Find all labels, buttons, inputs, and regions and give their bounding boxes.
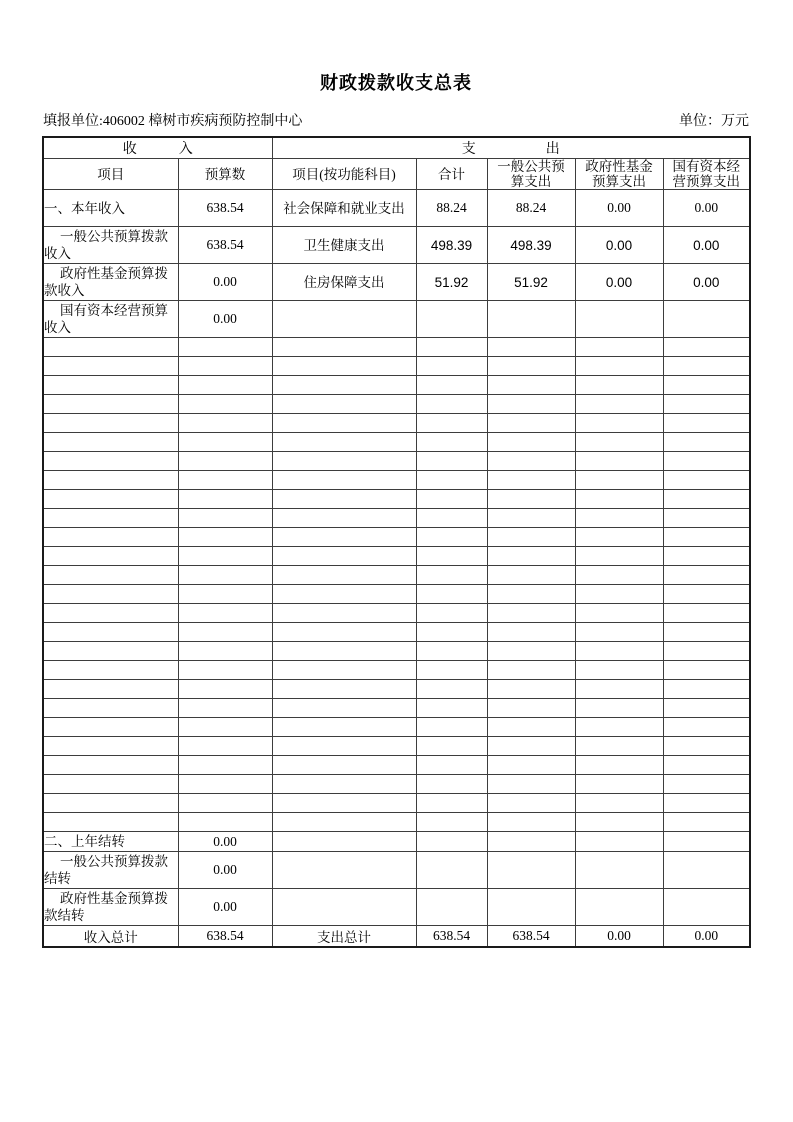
empty-cell (178, 395, 272, 414)
empty-cell (43, 414, 178, 433)
empty-cell (272, 852, 416, 889)
income-budget-cell: 638.54 (178, 190, 272, 227)
empty-cell (487, 376, 575, 395)
empty-cell (575, 813, 663, 832)
empty-row (43, 414, 750, 433)
empty-cell (575, 376, 663, 395)
empty-row (43, 452, 750, 471)
empty-row (43, 661, 750, 680)
empty-row (43, 338, 750, 357)
empty-cell (178, 566, 272, 585)
empty-cell (663, 794, 750, 813)
state-capital-cell (663, 301, 750, 338)
empty-cell (663, 338, 750, 357)
empty-cell (43, 338, 178, 357)
expense-total-cell: 51.92 (416, 264, 487, 301)
empty-cell (178, 414, 272, 433)
empty-cell (272, 547, 416, 566)
empty-cell (178, 547, 272, 566)
empty-cell (272, 737, 416, 756)
gov-fund-cell: 0.00 (575, 190, 663, 227)
empty-cell (43, 452, 178, 471)
empty-cell (487, 604, 575, 623)
empty-cell (416, 737, 487, 756)
empty-cell (575, 490, 663, 509)
col-header-state-capital: 国有资本经营预算支出 (663, 159, 750, 190)
empty-cell (487, 737, 575, 756)
empty-cell (272, 642, 416, 661)
empty-cell (487, 547, 575, 566)
empty-cell (575, 604, 663, 623)
expense-total-cell: 498.39 (416, 227, 487, 264)
gov-fund-total-value: 0.00 (575, 926, 663, 948)
empty-cell (178, 509, 272, 528)
empty-cell (416, 623, 487, 642)
empty-cell (575, 756, 663, 775)
empty-cell (663, 604, 750, 623)
document-content (42, 70, 750, 948)
empty-cell (575, 452, 663, 471)
empty-row (43, 642, 750, 661)
col-header-total: 合计 (416, 159, 487, 190)
empty-row (43, 471, 750, 490)
gov-fund-cell: 0.00 (575, 227, 663, 264)
income-item-cell: 国有资本经营预算收入 (43, 301, 178, 338)
meta-line (42, 112, 750, 131)
empty-cell (575, 642, 663, 661)
empty-cell (575, 852, 663, 889)
empty-cell (416, 509, 487, 528)
empty-cell (487, 718, 575, 737)
empty-cell (663, 661, 750, 680)
empty-cell (272, 452, 416, 471)
empty-cell (416, 756, 487, 775)
expense-item-cell (272, 301, 416, 338)
empty-cell (575, 547, 663, 566)
table-row (43, 264, 750, 301)
empty-cell (416, 338, 487, 357)
empty-cell (487, 357, 575, 376)
empty-cell (43, 357, 178, 376)
empty-cell (416, 566, 487, 585)
table-row (43, 190, 750, 227)
empty-cell (663, 585, 750, 604)
empty-cell (272, 699, 416, 718)
empty-cell (575, 395, 663, 414)
empty-cell (487, 794, 575, 813)
table-row (43, 227, 750, 264)
empty-cell (43, 642, 178, 661)
empty-cell (43, 395, 178, 414)
income-budget-cell: 0.00 (178, 852, 272, 889)
empty-cell (663, 490, 750, 509)
empty-cell (663, 471, 750, 490)
state-capital-cell: 0.00 (663, 227, 750, 264)
empty-cell (272, 395, 416, 414)
empty-cell (575, 680, 663, 699)
empty-cell (487, 414, 575, 433)
empty-cell (416, 813, 487, 832)
col-header-income-budget: 预算数 (178, 159, 272, 190)
empty-cell (416, 433, 487, 452)
page-title: 财政拨款收支总表 (320, 73, 472, 93)
empty-row (43, 604, 750, 623)
col-header-general-public: 一般公共预算支出 (487, 159, 575, 190)
income-budget-cell: 0.00 (178, 832, 272, 852)
empty-cell (178, 490, 272, 509)
empty-cell (663, 775, 750, 794)
empty-cell (663, 680, 750, 699)
empty-cell (487, 490, 575, 509)
empty-cell (43, 718, 178, 737)
empty-cell (487, 509, 575, 528)
empty-cell (416, 528, 487, 547)
empty-cell (178, 813, 272, 832)
col-header-expense-item: 项目(按功能科目) (272, 159, 416, 190)
empty-cell (487, 832, 575, 852)
empty-cell (272, 756, 416, 775)
empty-cell (272, 832, 416, 852)
income-total-value: 638.54 (178, 926, 272, 948)
empty-cell (272, 661, 416, 680)
income-item-cell: 政府性基金预算拨款收入 (43, 264, 178, 301)
empty-cell (43, 623, 178, 642)
empty-cell (43, 604, 178, 623)
empty-cell (43, 756, 178, 775)
carryover-row (43, 889, 750, 926)
empty-cell (575, 433, 663, 452)
empty-cell (43, 471, 178, 490)
empty-cell (43, 528, 178, 547)
empty-cell (416, 414, 487, 433)
empty-cell (43, 433, 178, 452)
total-row (43, 926, 750, 948)
empty-cell (487, 528, 575, 547)
empty-cell (43, 547, 178, 566)
income-item-cell: 二、上年结转 (43, 832, 178, 852)
general-public-cell: 88.24 (487, 190, 575, 227)
empty-cell (416, 376, 487, 395)
state-capital-cell: 0.00 (663, 190, 750, 227)
empty-row (43, 775, 750, 794)
empty-cell (575, 832, 663, 852)
empty-cell (575, 718, 663, 737)
empty-cell (487, 852, 575, 889)
empty-cell (272, 528, 416, 547)
empty-cell (178, 680, 272, 699)
empty-cell (575, 338, 663, 357)
empty-cell (663, 357, 750, 376)
empty-cell (663, 452, 750, 471)
empty-cell (663, 509, 750, 528)
empty-row (43, 699, 750, 718)
empty-cell (575, 661, 663, 680)
empty-cell (575, 585, 663, 604)
empty-cell (487, 775, 575, 794)
income-item-cell: 一般公共预算拨款收入 (43, 227, 178, 264)
empty-cell (663, 566, 750, 585)
empty-cell (43, 699, 178, 718)
expense-group-header: 支 出 (272, 137, 750, 159)
empty-row (43, 547, 750, 566)
empty-cell (272, 794, 416, 813)
empty-cell (178, 357, 272, 376)
empty-cell (487, 433, 575, 452)
empty-cell (178, 756, 272, 775)
empty-cell (272, 433, 416, 452)
empty-cell (487, 452, 575, 471)
empty-cell (575, 889, 663, 926)
empty-cell (43, 490, 178, 509)
empty-cell (416, 642, 487, 661)
empty-cell (272, 376, 416, 395)
empty-cell (575, 794, 663, 813)
state-capital-cell: 0.00 (663, 264, 750, 301)
empty-cell (416, 357, 487, 376)
empty-cell (487, 623, 575, 642)
empty-cell (487, 642, 575, 661)
empty-cell (575, 623, 663, 642)
group-header-row (43, 137, 750, 159)
empty-row (43, 357, 750, 376)
empty-cell (416, 775, 487, 794)
empty-cell (487, 889, 575, 926)
carryover-row (43, 852, 750, 889)
empty-row (43, 395, 750, 414)
empty-cell (43, 566, 178, 585)
empty-cell (43, 376, 178, 395)
empty-cell (178, 604, 272, 623)
empty-cell (416, 547, 487, 566)
empty-row (43, 756, 750, 775)
empty-row (43, 737, 750, 756)
empty-cell (663, 756, 750, 775)
empty-row (43, 376, 750, 395)
empty-cell (272, 889, 416, 926)
empty-cell (487, 661, 575, 680)
empty-cell (663, 528, 750, 547)
empty-cell (43, 585, 178, 604)
empty-cell (416, 794, 487, 813)
empty-cell (272, 471, 416, 490)
empty-cell (663, 642, 750, 661)
empty-cell (575, 471, 663, 490)
empty-cell (575, 509, 663, 528)
empty-row (43, 718, 750, 737)
income-total-label: 收入总计 (43, 926, 178, 948)
empty-cell (178, 718, 272, 737)
empty-cell (487, 338, 575, 357)
empty-cell (487, 813, 575, 832)
empty-cell (272, 566, 416, 585)
income-budget-cell: 0.00 (178, 264, 272, 301)
income-item-cell: 一、本年收入 (43, 190, 178, 227)
empty-cell (663, 889, 750, 926)
empty-cell (416, 661, 487, 680)
empty-cell (416, 395, 487, 414)
empty-cell (416, 699, 487, 718)
empty-cell (178, 794, 272, 813)
empty-cell (43, 813, 178, 832)
gov-fund-cell (575, 301, 663, 338)
empty-cell (575, 528, 663, 547)
income-budget-cell: 0.00 (178, 301, 272, 338)
empty-cell (43, 775, 178, 794)
empty-cell (272, 357, 416, 376)
expense-total-label: 支出总计 (272, 926, 416, 948)
empty-cell (416, 585, 487, 604)
unit-note-label: 单位：万元 (679, 114, 749, 129)
empty-cell (663, 852, 750, 889)
empty-cell (272, 414, 416, 433)
general-public-cell (487, 301, 575, 338)
empty-cell (178, 433, 272, 452)
empty-cell (487, 471, 575, 490)
empty-row (43, 433, 750, 452)
empty-cell (575, 737, 663, 756)
empty-cell (272, 509, 416, 528)
empty-cell (43, 680, 178, 699)
state-capital-total-value: 0.00 (663, 926, 750, 948)
budget-summary-table (42, 136, 751, 948)
empty-cell (272, 585, 416, 604)
empty-cell (416, 718, 487, 737)
empty-cell (272, 680, 416, 699)
empty-cell (663, 832, 750, 852)
empty-cell (43, 737, 178, 756)
empty-cell (487, 680, 575, 699)
income-item-cell: 政府性基金预算拨款结转 (43, 889, 178, 926)
income-budget-cell: 0.00 (178, 889, 272, 926)
empty-cell (272, 718, 416, 737)
expense-total-cell (416, 301, 487, 338)
empty-cell (416, 452, 487, 471)
general-public-cell: 498.39 (487, 227, 575, 264)
empty-cell (663, 699, 750, 718)
empty-cell (487, 699, 575, 718)
empty-row (43, 813, 750, 832)
empty-cell (43, 661, 178, 680)
income-item-cell: 一般公共预算拨款结转 (43, 852, 178, 889)
empty-cell (178, 737, 272, 756)
empty-cell (487, 756, 575, 775)
empty-row (43, 794, 750, 813)
col-header-gov-fund: 政府性基金预算支出 (575, 159, 663, 190)
empty-cell (178, 623, 272, 642)
empty-cell (178, 699, 272, 718)
empty-row (43, 509, 750, 528)
empty-cell (416, 490, 487, 509)
empty-cell (416, 680, 487, 699)
empty-cell (575, 566, 663, 585)
expense-item-cell: 住房保障支出 (272, 264, 416, 301)
empty-cell (272, 623, 416, 642)
empty-cell (272, 813, 416, 832)
empty-row (43, 680, 750, 699)
expense-item-cell: 卫生健康支出 (272, 227, 416, 264)
empty-cell (178, 528, 272, 547)
empty-cell (663, 623, 750, 642)
empty-cell (178, 452, 272, 471)
empty-row (43, 490, 750, 509)
empty-row (43, 566, 750, 585)
carryover-row (43, 832, 750, 852)
empty-cell (663, 395, 750, 414)
empty-cell (575, 699, 663, 718)
empty-cell (272, 490, 416, 509)
empty-cell (663, 813, 750, 832)
empty-cell (487, 395, 575, 414)
income-budget-cell: 638.54 (178, 227, 272, 264)
empty-cell (663, 547, 750, 566)
empty-cell (43, 509, 178, 528)
empty-cell (575, 775, 663, 794)
empty-cell (663, 737, 750, 756)
empty-cell (575, 414, 663, 433)
empty-cell (487, 566, 575, 585)
gov-fund-cell: 0.00 (575, 264, 663, 301)
empty-cell (178, 661, 272, 680)
empty-cell (272, 775, 416, 794)
empty-cell (663, 414, 750, 433)
general-public-cell: 51.92 (487, 264, 575, 301)
empty-cell (178, 471, 272, 490)
empty-cell (178, 376, 272, 395)
empty-cell (178, 775, 272, 794)
income-group-header: 收 入 (43, 137, 272, 159)
empty-cell (663, 718, 750, 737)
general-public-total-value: 638.54 (487, 926, 575, 948)
empty-cell (416, 852, 487, 889)
empty-row (43, 623, 750, 642)
expense-total-cell: 88.24 (416, 190, 487, 227)
empty-cell (178, 338, 272, 357)
empty-cell (487, 585, 575, 604)
empty-cell (663, 433, 750, 452)
empty-cell (43, 794, 178, 813)
empty-cell (416, 604, 487, 623)
empty-cell (178, 585, 272, 604)
empty-cell (416, 471, 487, 490)
empty-cell (575, 357, 663, 376)
filing-unit-label: 填报单位:406002 樟树市疾病预防控制中心 (43, 114, 303, 129)
empty-row (43, 585, 750, 604)
expense-total-value: 638.54 (416, 926, 487, 948)
column-header-row (43, 159, 750, 190)
empty-cell (416, 832, 487, 852)
empty-cell (272, 604, 416, 623)
empty-cell (663, 376, 750, 395)
empty-row (43, 528, 750, 547)
col-header-income-item: 项目 (43, 159, 178, 190)
empty-cell (416, 889, 487, 926)
empty-cell (178, 642, 272, 661)
expense-item-cell: 社会保障和就业支出 (272, 190, 416, 227)
empty-cell (272, 338, 416, 357)
table-row (43, 301, 750, 338)
